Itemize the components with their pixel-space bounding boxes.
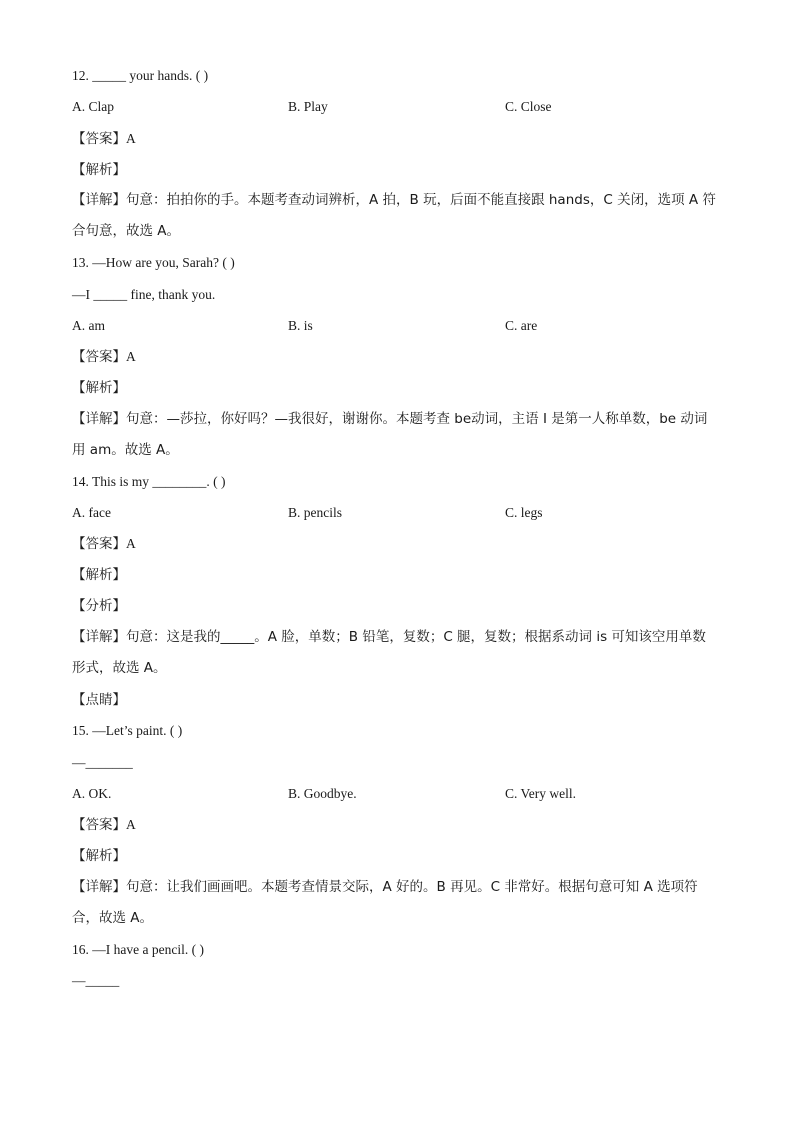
answer-value: A — [126, 536, 136, 551]
answer-tag: 【答案】 — [72, 131, 126, 147]
answer-value: A — [126, 131, 136, 146]
q16-stem: 16. —I have a pencil. ( ) — [72, 942, 204, 957]
answer-tag: 【答案】 — [72, 536, 126, 552]
q14-detail — [72, 622, 718, 684]
q12-answer — [72, 130, 136, 148]
q15-line2: —_______ — [72, 755, 133, 770]
q12-analysis-tag: 【解析】 — [72, 162, 126, 178]
q15-option-a: A. OK. — [72, 786, 112, 801]
detail-tag: 【详解】 — [72, 192, 126, 208]
q13-line2: —I _____ fine, thank you. — [72, 287, 216, 302]
detail-text: 句意：—莎拉，你好吗？—我很好，谢谢你。本题考查 be动词，主语 I 是第一人称单数，be 动词用 am。故选 A。 — [72, 411, 708, 458]
detail-tag: 【详解】 — [72, 879, 126, 895]
q12-stem: 12. _____ your hands. ( ) — [72, 68, 209, 83]
q14-fenxi-tag: 【分析】 — [72, 598, 126, 614]
detail-tag: 【详解】 — [72, 411, 126, 427]
q13-analysis-tag: 【解析】 — [72, 380, 126, 396]
q15-option-b: B. Goodbye. — [288, 786, 357, 801]
q14-option-b: B. pencils — [288, 505, 342, 520]
q15-option-c: C. Very well. — [505, 786, 576, 801]
q14-analysis-tag: 【解析】 — [72, 567, 126, 583]
detail-text: 句意：这是我的_____。A 脸，单数；B 铅笔，复数；C 腿，复数；根据系动词 is 可知该空用单数形式，故选 A。 — [72, 629, 706, 676]
answer-value: A — [126, 817, 136, 832]
q13-option-c: C. are — [505, 318, 538, 333]
q13-option-b: B. is — [288, 318, 313, 333]
q15-analysis-tag: 【解析】 — [72, 848, 126, 864]
q16-line2: —_____ — [72, 973, 120, 988]
q13-answer — [72, 348, 136, 366]
q15-stem: 15. —Let’s paint. ( ) — [72, 723, 183, 738]
q13-stem: 13. —How are you, Sarah? ( ) — [72, 255, 235, 270]
q12-detail — [72, 185, 718, 247]
detail-text: 句意：拍拍你的手。本题考查动词辨析，A 拍，B 玩，后面不能直接跟 hands，C 关闭，选项 A 符合句意，故选 A。 — [72, 192, 716, 239]
answer-tag: 【答案】 — [72, 349, 126, 365]
q14-answer — [72, 535, 136, 553]
q12-option-b: B. Play — [288, 99, 328, 114]
detail-tag: 【详解】 — [72, 629, 126, 645]
q12-option-a: A. Clap — [72, 99, 114, 114]
q14-dianjing-tag: 【点睛】 — [72, 692, 126, 708]
q14-option-c: C. legs — [505, 505, 543, 520]
detail-text: 句意：让我们画画吧。本题考查情景交际，A 好的。B 再见。C 非常好。根据句意可知 A 选项符合，故选 A。 — [72, 879, 698, 926]
q15-answer — [72, 816, 136, 834]
q14-option-a: A. face — [72, 505, 111, 520]
q14-stem: 14. This is my ________. ( ) — [72, 474, 226, 489]
q13-option-a: A. am — [72, 318, 105, 333]
answer-tag: 【答案】 — [72, 817, 126, 833]
answer-value: A — [126, 349, 136, 364]
q13-detail — [72, 404, 718, 466]
q15-detail — [72, 872, 718, 934]
q12-option-c: C. Close — [505, 99, 552, 114]
